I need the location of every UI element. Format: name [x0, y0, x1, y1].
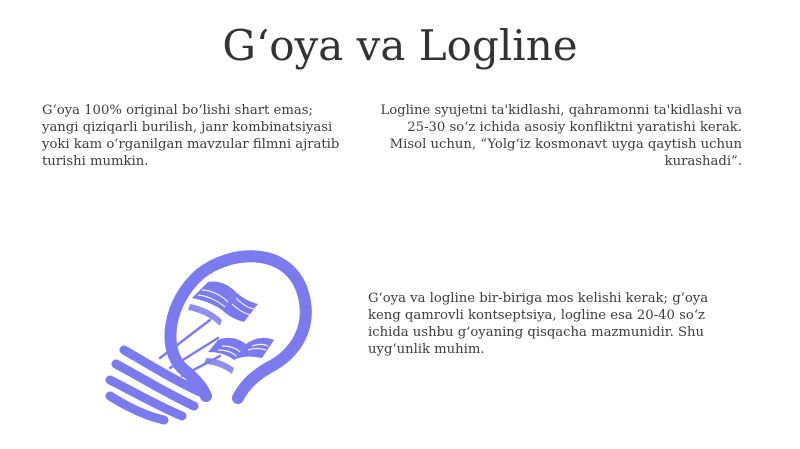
harmony-paragraph: G‘oya va logline bir-biriga mos kelishi kerak; g‘oya keng qamrovli kontseptsiya, logline esa 20-40 so‘z ichida ushbu g‘oyaning qisqacha mazmunidir. Shu uyg‘unlik muhim.: [368, 291, 709, 357]
slide-title: G‘oya va Logline: [222, 21, 578, 70]
idea-paragraph: G‘oya 100% original bo‘lishi shart emas; yangi qiziqarli burilish, janr kombinatsiyasi yoki kam o‘rganilgan mavzular filmni ajratib turishi mumkin.: [42, 103, 340, 169]
lightbulb-with-books-icon: [90, 240, 320, 430]
logline-paragraph: Logline syujetni ta'kidlashi, qahramonni ta'kidlashi va 25-30 so‘z ichida asosiy konfliktni yaratishi kerak. Misol uchun, “Yolg‘iz kosmonavt uyga qaytish uchun kurashadi”.: [380, 103, 742, 169]
